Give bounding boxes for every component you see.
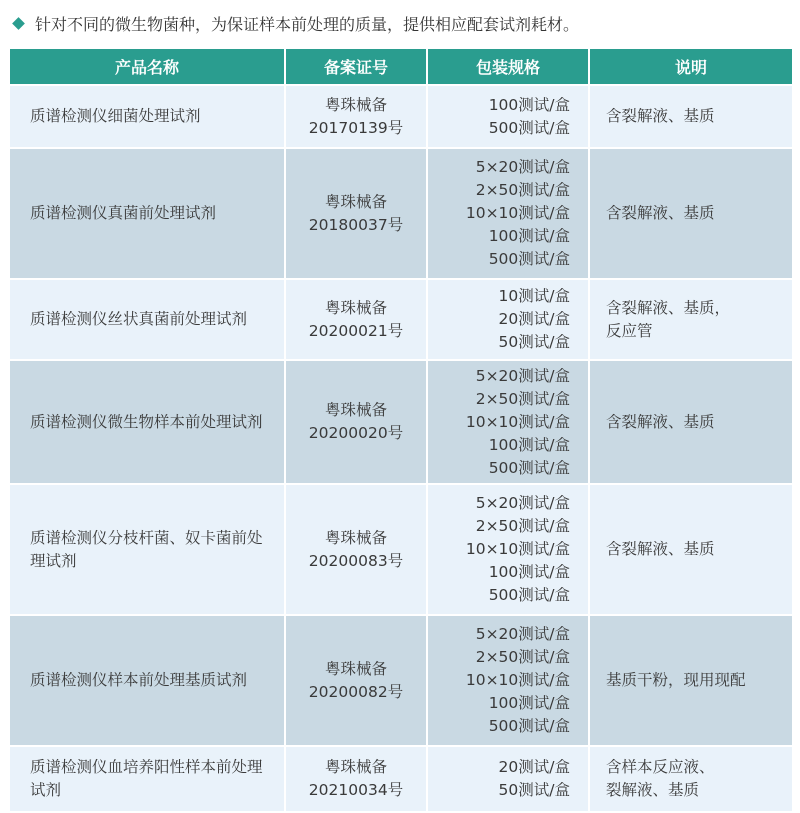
package-spec-line: 500测试/盒 <box>488 458 570 477</box>
description-line: 反应管 <box>606 321 653 340</box>
package-spec-line: 10×10测试/盒 <box>465 540 570 558</box>
description-line: 含样本反应液、 <box>606 758 715 776</box>
description-cell <box>590 747 792 811</box>
intro-text: 针对不同的微生物菌种，为保证样本前处理的质量，提供相应配套试剂耗材。 <box>35 14 580 34</box>
product-table <box>8 47 794 813</box>
package-spec-line: 5×20测试/盒 <box>475 158 570 176</box>
product-name-cell: 质谱检测仪血培养阳性样本前处理试剂 <box>10 747 284 811</box>
package-spec-line: 500测试/盒 <box>488 586 570 604</box>
package-spec-line: 2×50测试/盒 <box>475 389 570 408</box>
registration-line: 20200021号 <box>308 321 404 340</box>
product-name-cell: 质谱检测仪丝状真菌前处理试剂 <box>10 280 284 359</box>
package-spec-line: 50测试/盒 <box>498 781 570 799</box>
description-line: 裂解液、基质 <box>606 781 700 799</box>
registration-line: 20200082号 <box>308 682 404 701</box>
product-name-cell: 质谱检测仪样本前处理基质试剂 <box>10 616 284 745</box>
package-spec-line: 20测试/盒 <box>498 310 570 328</box>
package-spec-line: 10×10测试/盒 <box>465 671 570 689</box>
description-cell <box>590 149 792 278</box>
product-name-cell: 质谱检测仪细菌处理试剂 <box>10 86 284 147</box>
package-spec-line: 2×50测试/盒 <box>475 517 570 535</box>
description-line: 基质干粉，现用现配 <box>606 671 746 689</box>
registration-cell <box>286 86 426 147</box>
package-spec-cell <box>428 361 588 483</box>
description-line: 含裂解液、基质 <box>606 107 715 125</box>
registration-line: 20170139号 <box>308 118 404 137</box>
package-spec-cell <box>428 616 588 745</box>
registration-cell <box>286 616 426 745</box>
package-spec-cell <box>428 149 588 278</box>
table-row <box>10 361 792 483</box>
description-line: 含裂解液、基质， <box>606 298 731 317</box>
description-cell <box>590 86 792 147</box>
package-spec-line: 100测试/盒 <box>488 95 570 114</box>
header-registration-no: 备案证号 <box>286 49 426 84</box>
package-spec-line: 500测试/盒 <box>488 118 570 137</box>
package-spec-line: 100测试/盒 <box>488 227 570 245</box>
package-spec-line: 20测试/盒 <box>498 758 570 776</box>
package-spec-cell <box>428 280 588 359</box>
package-spec-cell <box>428 747 588 811</box>
product-name-cell: 质谱检测仪微生物样本前处理试剂 <box>10 361 284 483</box>
registration-line: 粤珠械备 <box>324 758 387 776</box>
registration-cell <box>286 747 426 811</box>
registration-line: 粤珠械备 <box>324 192 387 211</box>
package-spec-line: 500测试/盒 <box>488 717 570 735</box>
description-line: 含裂解液、基质 <box>606 204 715 222</box>
registration-cell <box>286 361 426 483</box>
registration-cell <box>286 149 426 278</box>
description-cell <box>590 280 792 359</box>
package-spec-line: 50测试/盒 <box>498 333 570 351</box>
table-row <box>10 280 792 359</box>
package-spec-line: 5×20测试/盒 <box>475 366 570 385</box>
package-spec-cell <box>428 86 588 147</box>
registration-line: 粤珠械备 <box>324 401 387 419</box>
product-name-cell: 质谱检测仪分枝杆菌、奴卡菌前处理试剂 <box>10 485 284 614</box>
package-spec-cell <box>428 485 588 614</box>
table-header-row <box>10 49 792 84</box>
product-name-cell: 质谱检测仪真菌前处理试剂 <box>10 149 284 278</box>
description-line: 含裂解液、基质 <box>606 412 715 431</box>
package-spec-line: 5×20测试/盒 <box>475 494 570 512</box>
header-package-spec: 包装规格 <box>428 49 588 84</box>
description-line: 含裂解液、基质 <box>606 540 715 558</box>
registration-line: 20180037号 <box>308 215 404 234</box>
table-row <box>10 149 792 278</box>
registration-line: 粤珠械备 <box>324 298 387 317</box>
header-description: 说明 <box>590 49 792 84</box>
diamond-bullet-icon <box>12 17 25 30</box>
package-spec-line: 2×50测试/盒 <box>475 181 570 199</box>
registration-line: 20200083号 <box>308 551 404 570</box>
registration-line: 粤珠械备 <box>324 659 387 678</box>
package-spec-line: 100测试/盒 <box>488 435 570 454</box>
table-row <box>10 616 792 745</box>
package-spec-line: 10×10测试/盒 <box>465 412 570 431</box>
registration-cell <box>286 280 426 359</box>
table-row <box>10 747 792 811</box>
package-spec-line: 100测试/盒 <box>488 694 570 712</box>
package-spec-line: 10×10测试/盒 <box>465 204 570 222</box>
table-row <box>10 485 792 614</box>
intro-line <box>8 8 579 38</box>
registration-cell <box>286 485 426 614</box>
registration-line: 20210034号 <box>308 781 404 799</box>
package-spec-line: 500测试/盒 <box>488 250 570 268</box>
table-row <box>10 86 792 147</box>
description-cell <box>590 485 792 614</box>
registration-line: 粤珠械备 <box>324 95 387 114</box>
registration-line: 20200020号 <box>308 424 404 442</box>
header-product-name: 产品名称 <box>10 49 284 84</box>
package-spec-line: 2×50测试/盒 <box>475 648 570 666</box>
package-spec-line: 100测试/盒 <box>488 563 570 581</box>
package-spec-line: 10测试/盒 <box>498 287 570 305</box>
registration-line: 粤珠械备 <box>324 528 387 547</box>
package-spec-line: 5×20测试/盒 <box>475 625 570 643</box>
description-cell <box>590 616 792 745</box>
description-cell <box>590 361 792 483</box>
